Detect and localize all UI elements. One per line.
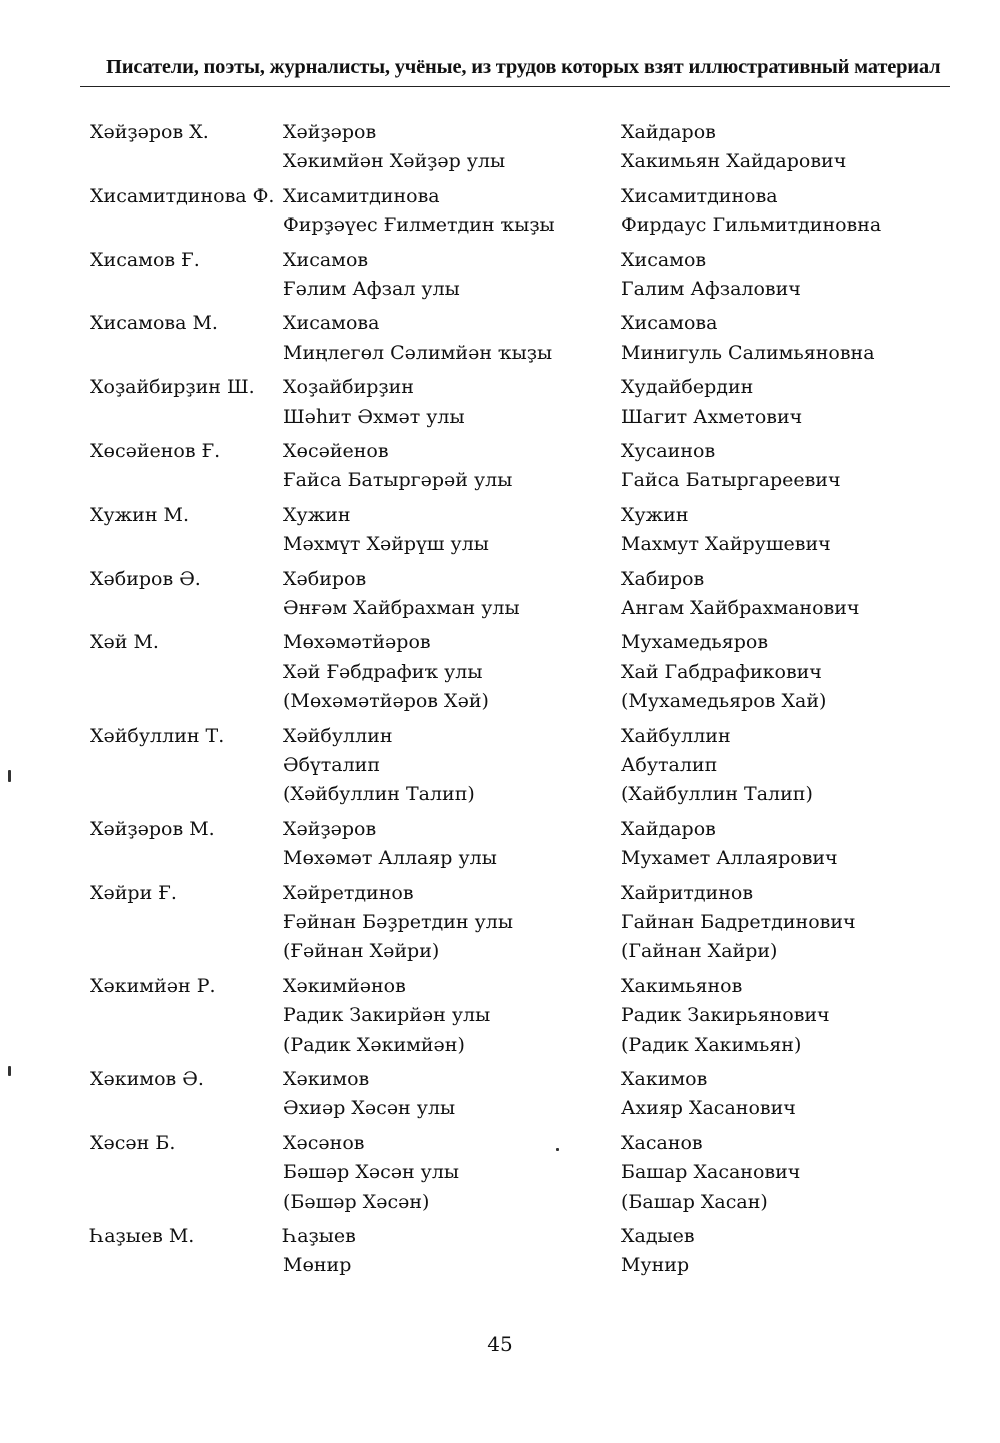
russian-name-line: Хабиров — [621, 567, 705, 590]
bashkir-name-line: Мөнир — [283, 1254, 352, 1277]
page-number: 45 — [487, 1332, 513, 1356]
author-entry — [0, 565, 1000, 624]
russian-name-line: Хайритдинов — [621, 881, 754, 904]
bashkir-name-line: Радик Закирйән улы — [283, 1004, 491, 1027]
author-bashkir-name — [283, 628, 489, 716]
bashkir-name-line: Хәбиров — [283, 567, 367, 590]
russian-name-line: Хай Габдрафикович — [621, 660, 822, 683]
author-short-name: Хәйҙәров Х. — [90, 121, 209, 143]
russian-name-line: Радик Закирьянович — [621, 1004, 830, 1027]
bashkir-name-line: Хәйбуллин — [283, 724, 393, 747]
russian-name-line: Худайбердин — [621, 376, 754, 399]
bashkir-name-line: Хәкимйәнов — [283, 974, 406, 997]
author-entry — [0, 1065, 1000, 1124]
bashkir-name-line: Хәй Ғәбдрафиҡ улы — [283, 660, 483, 683]
author-russian-name — [621, 373, 802, 432]
author-entry — [0, 246, 1000, 305]
author-bashkir-name — [283, 815, 497, 874]
bashkir-name-line: (Ғәйнан Хәйри) — [283, 940, 440, 963]
russian-name-line: Хакимов — [621, 1067, 708, 1090]
author-short-name: Хәбиров Ә. — [90, 567, 201, 590]
author-entry — [0, 373, 1000, 432]
bashkir-name-line: Әбүталип — [283, 753, 380, 776]
page-header-title: Писатели, поэты, журналисты, учёные, из трудов которых взят иллюстративный материал — [106, 56, 941, 78]
russian-name-line: Мухамет Аллаярович — [621, 847, 838, 870]
bashkir-name-line: Ғайса Батыргәрәй улы — [283, 469, 513, 492]
author-bashkir-name — [283, 1129, 459, 1217]
scan-speck — [556, 1148, 559, 1151]
author-bashkir-name — [283, 879, 513, 967]
bashkir-name-line: Ғәлим Афзал улы — [283, 277, 460, 300]
russian-name-line: Шагит Ахметович — [621, 405, 803, 428]
author-short-name: Хәйҙәров М. — [90, 817, 215, 840]
author-short-name: Хужин М. — [90, 503, 190, 526]
bashkir-name-line: Шәһит Әхмәт улы — [283, 405, 465, 428]
author-bashkir-name — [283, 437, 512, 496]
author-entry — [0, 879, 1000, 967]
russian-name-line: Фирдаус Гильмитдиновна — [621, 214, 882, 237]
author-entry — [0, 972, 1000, 1060]
author-short-name: Хөсәйенов Ғ. — [90, 439, 221, 462]
russian-name-line: (Башар Хасан) — [621, 1190, 768, 1213]
bashkir-name-line: Мөхәмәтйәров — [283, 631, 431, 654]
scan-speck — [8, 1066, 11, 1076]
author-bashkir-name — [283, 972, 490, 1060]
bashkir-name-line: (Мөхәмәтйәров Хәй) — [283, 690, 489, 713]
russian-name-line: (Радик Хакимьян) — [621, 1033, 802, 1056]
author-bashkir-name — [283, 118, 505, 177]
author-entry — [0, 437, 1000, 496]
author-short-name: Хисамова М. — [90, 312, 218, 335]
author-bashkir-name — [283, 565, 520, 624]
author-bashkir-name — [283, 722, 475, 810]
author-short-name: Хисамитдинова Ф. — [90, 184, 275, 207]
russian-name-line: Хакимьян Хайдарович — [621, 150, 847, 173]
russian-name-line: Хайбуллин — [621, 724, 731, 747]
author-short-name: Хәйри Ғ. — [90, 881, 177, 904]
author-entry — [0, 1129, 1000, 1217]
author-bashkir-name — [283, 309, 552, 368]
bashkir-name-line: Мәхмүт Хәйрүш улы — [283, 533, 489, 556]
bashkir-name-line: Хужин — [283, 503, 351, 526]
author-entry — [0, 118, 1000, 177]
russian-name-line: Хисамов — [621, 248, 707, 271]
author-short-name: Хоҙайбирҙин Ш. — [90, 376, 255, 399]
author-bashkir-name — [283, 246, 460, 305]
author-russian-name — [621, 1222, 695, 1281]
russian-name-line: Хакимьянов — [621, 974, 743, 997]
author-russian-name — [621, 1065, 796, 1124]
author-entry — [0, 501, 1000, 560]
russian-name-line: Хайдаров — [621, 121, 716, 143]
russian-name-line: Махмут Хайрушевич — [621, 533, 831, 556]
author-bashkir-name — [283, 373, 465, 432]
author-short-name: Һаҙыев М. — [90, 1224, 195, 1247]
author-short-name: Хәсән Б. — [90, 1131, 176, 1154]
author-bashkir-name — [283, 501, 489, 560]
russian-name-line: Ангам Хайбрахманович — [621, 596, 860, 619]
author-short-name: Хәкимов Ә. — [90, 1067, 204, 1090]
russian-name-line: Хайдаров — [621, 817, 716, 840]
author-russian-name — [621, 182, 881, 241]
bashkir-name-line: Хәкимйән Хәйҙәр улы — [283, 150, 506, 173]
author-bashkir-name — [283, 1065, 455, 1124]
author-short-name: Хәкимйән Р. — [90, 974, 216, 997]
author-entry — [0, 815, 1000, 874]
bashkir-name-line: Әхиәр Хәсән улы — [283, 1097, 456, 1120]
bashkir-name-line: Әнғәм Хайбрахман улы — [283, 596, 520, 619]
author-russian-name — [621, 501, 831, 560]
bashkir-name-line: (Хәйбуллин Талип) — [283, 783, 475, 806]
russian-name-line: Гайса Батыргареевич — [621, 469, 841, 492]
author-bashkir-name — [283, 1222, 356, 1281]
scan-speck — [8, 770, 11, 782]
bashkir-name-line: Хоҙайбирҙин — [283, 376, 414, 399]
bashkir-name-line: Хәйретдинов — [283, 881, 414, 904]
bashkir-name-line: Хисамов — [283, 248, 369, 271]
bashkir-name-line: Һаҙыев — [283, 1224, 356, 1247]
author-entry — [0, 1222, 1000, 1281]
russian-name-line: Хужин — [621, 503, 689, 526]
russian-name-line: Минигуль Салимьяновна — [621, 341, 875, 364]
author-list — [0, 118, 1000, 1286]
russian-name-line: Хусаинов — [621, 439, 716, 462]
author-short-name: Хисамов Ғ. — [90, 248, 200, 271]
author-russian-name — [621, 565, 859, 624]
russian-name-line: Хадыев — [621, 1224, 695, 1247]
author-russian-name — [621, 628, 826, 716]
russian-name-line: Гайнан Бадретдинович — [621, 910, 856, 933]
russian-name-line: Мухамедьяров — [621, 631, 769, 654]
russian-name-line: Хасанов — [621, 1131, 703, 1154]
author-entry — [0, 309, 1000, 368]
russian-name-line: Ахияр Хасанович — [621, 1097, 796, 1120]
bashkir-name-line: (Бәшәр Хәсән) — [283, 1190, 430, 1213]
author-russian-name — [621, 1129, 800, 1217]
author-short-name: Хәйбуллин Т. — [90, 724, 225, 747]
author-russian-name — [621, 722, 813, 810]
bashkir-name-line: Хисамитдинова — [283, 184, 440, 207]
bashkir-name-line: Мөхәмәт Аллаяр улы — [283, 847, 497, 870]
bashkir-name-line: Бәшәр Хәсән улы — [283, 1161, 460, 1184]
author-russian-name — [621, 815, 838, 874]
russian-name-line: (Мухамедьяров Хай) — [621, 690, 827, 713]
author-bashkir-name — [283, 182, 555, 241]
russian-name-line: Хисамова — [621, 312, 718, 335]
russian-name-line: Абуталип — [621, 753, 718, 776]
bashkir-name-line: Хәсәнов — [283, 1131, 365, 1154]
russian-name-line: Башар Хасанович — [621, 1161, 801, 1184]
bashkir-name-line: Хөсәйенов — [283, 439, 389, 462]
author-short-name: Хәй М. — [90, 631, 159, 654]
author-russian-name — [621, 972, 830, 1060]
header-rule — [80, 86, 950, 87]
author-entry — [0, 628, 1000, 716]
russian-name-line: (Хайбуллин Талип) — [621, 783, 813, 806]
bashkir-name-line: Хәйҙәров — [283, 121, 377, 143]
russian-name-line: Хисамитдинова — [621, 184, 778, 207]
russian-name-line: Мунир — [621, 1254, 690, 1277]
author-russian-name — [621, 879, 856, 967]
bashkir-name-line: Миңлегөл Сәлимйән ҡыҙы — [283, 341, 553, 364]
author-russian-name — [621, 118, 846, 177]
bashkir-name-line: (Радик Хәкимйән) — [283, 1033, 465, 1056]
bashkir-name-line: Ғәйнан Бәҙретдин улы — [283, 910, 513, 933]
russian-name-line: Галим Афзалович — [621, 277, 801, 300]
bashkir-name-line: Хәкимов — [283, 1067, 370, 1090]
author-russian-name — [621, 437, 841, 496]
bashkir-name-line: Хисамова — [283, 312, 380, 335]
author-entry — [0, 182, 1000, 241]
russian-name-line: (Гайнан Хайри) — [621, 940, 778, 963]
author-russian-name — [621, 309, 875, 368]
author-entry — [0, 722, 1000, 810]
bashkir-name-line: Фирҙәүес Ғилметдин ҡыҙы — [283, 214, 555, 237]
bashkir-name-line: Хәйҙәров — [283, 817, 377, 840]
author-russian-name — [621, 246, 801, 305]
